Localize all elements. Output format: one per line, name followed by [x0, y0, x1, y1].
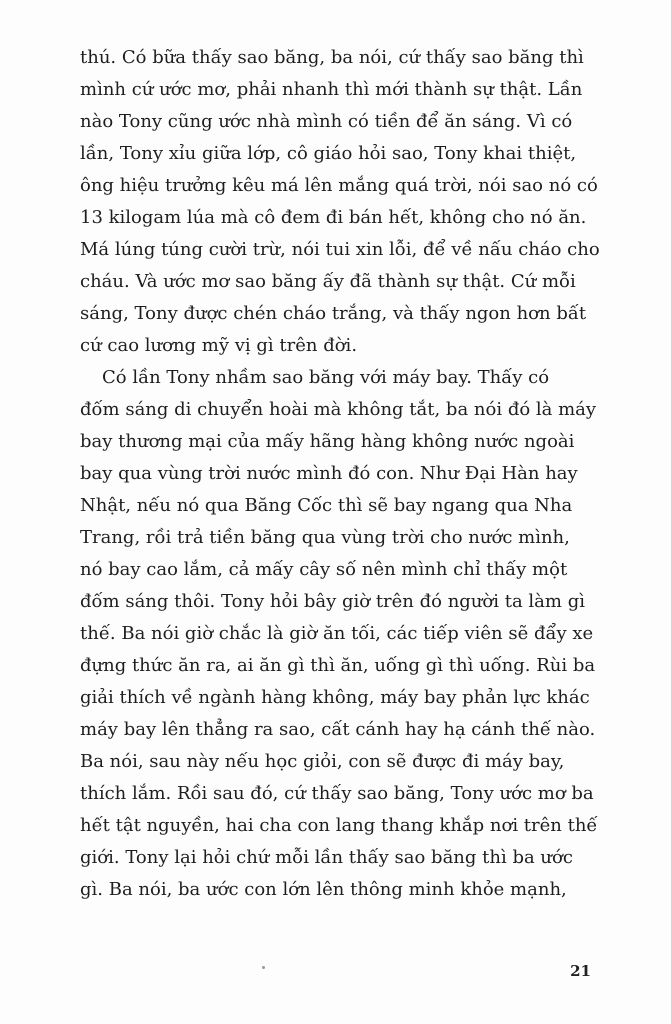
text-line: thích lắm. Rồi sau đó, cứ thấy sao băng, Tony ước mơ ba	[80, 783, 594, 804]
text-line: đốm sáng thôi. Tony hỏi bây giờ trên đó người ta làm gì	[80, 591, 585, 612]
text-line: Má lúng túng cười trừ, nói tui xin lỗi, để về nấu cháo cho	[80, 239, 600, 260]
text-line: nào Tony cũng ước nhà mình có tiền để ăn sáng. Vì có	[80, 111, 573, 132]
text-line: Nhật, nếu nó qua Băng Cốc thì sẽ bay ngang qua Nha	[80, 495, 573, 516]
text-line: lần, Tony xỉu giữa lớp, cô giáo hỏi sao, Tony khai thiệt,	[80, 143, 577, 164]
text-line: gì. Ba nói, ba ước con lớn lên thông minh khỏe mạnh,	[80, 879, 567, 900]
text-line: ông hiệu trưởng kêu má lên mắng quá trời, nói sao nó có	[80, 175, 598, 196]
text-line: hết tật nguyền, hai cha con lang thang khắp nơi trên thế	[80, 815, 598, 836]
text-line: thú. Có bữa thấy sao băng, ba nói, cứ thấy sao băng thì	[80, 47, 584, 68]
text-line: giải thích về ngành hàng không, máy bay phản lực khác	[80, 687, 590, 708]
text-line: máy bay lên thẳng ra sao, cất cánh hay hạ cánh thế nào.	[80, 719, 596, 740]
text-line: Ba nói, sau này nếu học giỏi, con sẽ được đi máy bay,	[80, 751, 565, 772]
body-text	[80, 42, 600, 906]
text-line: giới. Tony lại hỏi chứ mỗi lần thấy sao băng thì ba ước	[80, 847, 573, 868]
print-speck	[262, 966, 265, 969]
text-line: 13 kilogam lúa mà cô đem đi bán hết, không cho nó ăn.	[80, 207, 587, 228]
text-line: đốm sáng di chuyển hoài mà không tắt, ba nói đó là máy	[80, 399, 597, 420]
text-line: cứ cao lương mỹ vị gì trên đời.	[80, 335, 358, 356]
paragraph-1	[80, 42, 600, 362]
text-line: đựng thức ăn ra, ai ăn gì thì ăn, uống gì thì uống. Rùi ba	[80, 655, 596, 676]
text-line: cháu. Và ước mơ sao băng ấy đã thành sự thật. Cứ mỗi	[80, 271, 576, 292]
text-line: thế. Ba nói giờ chắc là giờ ăn tối, các tiếp viên sẽ đẩy xe	[80, 623, 594, 644]
text-line: bay thương mại của mấy hãng hàng không nước ngoài	[80, 431, 575, 452]
text-line: nó bay cao lắm, cả mấy cây số nên mình chỉ thấy một	[80, 559, 568, 580]
page-number: 21	[570, 962, 591, 980]
text-line: bay qua vùng trời nước mình đó con. Như Đại Hàn hay	[80, 463, 578, 484]
text-line: sáng, Tony được chén cháo trắng, và thấy ngon hơn bất	[80, 303, 587, 324]
text-line: mình cứ ước mơ, phải nhanh thì mới thành sự thật. Lần	[80, 79, 583, 100]
paragraph-2	[80, 362, 598, 906]
text-line: Trang, rồi trả tiền băng qua vùng trời cho nước mình,	[80, 527, 570, 548]
text-line: Có lần Tony nhầm sao băng với máy bay. Thấy có	[102, 367, 550, 388]
